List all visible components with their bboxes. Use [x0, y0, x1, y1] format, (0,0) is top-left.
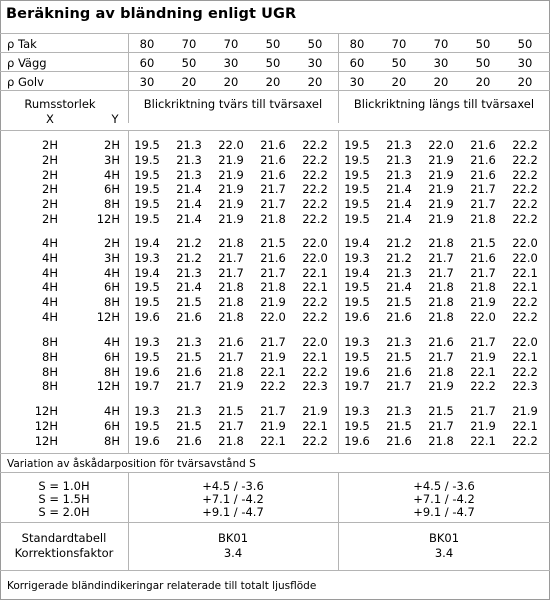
ugr-value-longitudinal: 21.7 — [470, 404, 496, 418]
reflectance-value: 30 — [433, 56, 449, 70]
room-size-label: Rumsstorlek — [24, 97, 96, 111]
ugr-value-transverse: 21.5 — [176, 295, 202, 310]
room-x-value: 8H — [42, 379, 58, 394]
table-divider-line — [0, 52, 550, 53]
ugr-value-transverse: 19.5 — [134, 280, 160, 295]
ugr-value-longitudinal: 22.2 — [470, 379, 496, 394]
ugr-value-longitudinal: 21.7 — [428, 418, 454, 433]
reflectance-label: ρ Tak — [7, 37, 37, 51]
ugr-value-longitudinal: 21.9 — [470, 418, 496, 433]
ugr-value-longitudinal: 21.4 — [386, 212, 412, 226]
room-y-value: 12H — [96, 379, 120, 394]
variation-left-value: +7.1 / -4.2 — [202, 492, 264, 506]
ugr-value-longitudinal: 21.4 — [386, 280, 412, 295]
ugr-value-longitudinal: 19.3 — [344, 335, 370, 349]
reflectance-value: 30 — [307, 56, 323, 70]
reflectance-value: 20 — [307, 75, 323, 89]
ugr-value-transverse: 22.0 — [302, 250, 328, 265]
ugr-value-transverse: 22.0 — [302, 236, 328, 250]
y-label: Y — [111, 112, 119, 126]
reflectance-value: 20 — [391, 75, 407, 89]
ugr-value-transverse: 21.6 — [218, 335, 244, 349]
ugr-value-longitudinal: 21.8 — [428, 236, 454, 250]
ugr-value-longitudinal: 21.8 — [428, 310, 454, 324]
ugr-value-transverse: 21.9 — [218, 167, 244, 182]
ugr-value-transverse: 21.4 — [176, 280, 202, 295]
ugr-value-longitudinal: 22.1 — [470, 364, 496, 379]
ugr-value-transverse: 19.5 — [134, 152, 160, 167]
ugr-value-transverse: 22.2 — [302, 182, 328, 197]
ugr-value-longitudinal: 19.5 — [344, 295, 370, 310]
ugr-value-transverse: 22.2 — [302, 310, 328, 324]
variation-label: Variation av åskådarposition för tvärsavstånd S — [7, 458, 256, 470]
ugr-value-transverse: 21.9 — [260, 349, 286, 364]
room-x-value: 8H — [42, 335, 58, 349]
ugr-value-longitudinal: 21.7 — [470, 197, 496, 212]
ugr-value-transverse: 21.5 — [176, 349, 202, 364]
room-y-value: 4H — [104, 265, 120, 280]
reflectance-value: 30 — [223, 56, 239, 70]
ugr-value-transverse: 21.4 — [176, 197, 202, 212]
ugr-value-transverse: 19.3 — [134, 250, 160, 265]
ugr-value-longitudinal: 21.8 — [470, 212, 496, 226]
room-x-value: 2H — [42, 182, 58, 197]
ugr-value-longitudinal: 21.5 — [386, 295, 412, 310]
variation-right-value: +4.5 / -3.6 — [413, 479, 475, 493]
reflectance-value: 20 — [223, 75, 239, 89]
standard-table-right: BK01 — [428, 531, 460, 545]
ugr-value-longitudinal: 21.3 — [386, 404, 412, 418]
ugr-value-longitudinal: 21.5 — [386, 349, 412, 364]
direction-longitudinal-heading: Blickriktning längs till tvärsaxel — [353, 97, 535, 111]
ugr-value-transverse: 21.5 — [176, 418, 202, 433]
table-divider-line — [0, 570, 550, 571]
ugr-value-transverse: 21.8 — [218, 280, 244, 295]
ugr-value-longitudinal: 19.5 — [344, 349, 370, 364]
ugr-value-longitudinal: 21.8 — [428, 280, 454, 295]
ugr-value-transverse: 21.3 — [176, 335, 202, 349]
direction-transverse-heading: Blickriktning tvärs till tvärsaxel — [143, 97, 323, 111]
reflectance-value: 20 — [433, 75, 449, 89]
room-y-value: 4H — [104, 167, 120, 182]
ugr-value-longitudinal: 21.7 — [470, 335, 496, 349]
ugr-value-longitudinal: 21.6 — [386, 310, 412, 324]
reflectance-value: 50 — [265, 37, 281, 51]
reflectance-value: 70 — [223, 37, 239, 51]
ugr-value-transverse: 21.4 — [176, 182, 202, 197]
ugr-value-transverse: 21.7 — [260, 335, 286, 349]
room-x-value: 8H — [42, 364, 58, 379]
ugr-value-longitudinal: 21.5 — [386, 418, 412, 433]
ugr-value-longitudinal: 22.0 — [512, 236, 538, 250]
reflectance-value: 60 — [139, 56, 155, 70]
variation-right-value: +9.1 / -4.7 — [413, 505, 475, 519]
variation-left-value: +9.1 / -4.7 — [202, 505, 264, 519]
room-x-value: 12H — [34, 433, 58, 448]
reflectance-value: 20 — [181, 75, 197, 89]
ugr-value-longitudinal: 21.9 — [428, 182, 454, 197]
ugr-value-transverse: 21.3 — [176, 152, 202, 167]
room-x-value: 2H — [42, 212, 58, 226]
ugr-value-longitudinal: 19.7 — [344, 379, 370, 394]
ugr-value-transverse: 22.2 — [302, 138, 328, 152]
ugr-value-transverse: 21.8 — [218, 364, 244, 379]
correction-right: 3.4 — [434, 546, 454, 560]
ugr-value-transverse: 21.6 — [260, 138, 286, 152]
ugr-value-longitudinal: 21.7 — [386, 379, 412, 394]
variation-s-label: S = 1.0H — [38, 479, 90, 493]
ugr-value-longitudinal: 22.2 — [512, 295, 538, 310]
reflectance-value: 30 — [139, 75, 155, 89]
ugr-value-transverse: 21.8 — [260, 212, 286, 226]
ugr-value-longitudinal: 22.1 — [512, 418, 538, 433]
ugr-value-transverse: 22.1 — [302, 418, 328, 433]
ugr-value-longitudinal: 21.6 — [470, 250, 496, 265]
ugr-value-transverse: 21.9 — [218, 152, 244, 167]
ugr-value-transverse: 21.4 — [176, 212, 202, 226]
correction-left: 3.4 — [223, 546, 243, 560]
ugr-value-longitudinal: 21.9 — [428, 167, 454, 182]
room-x-value: 4H — [42, 280, 58, 295]
ugr-value-longitudinal: 22.1 — [512, 349, 538, 364]
ugr-value-longitudinal: 21.3 — [386, 152, 412, 167]
room-y-value: 8H — [104, 295, 120, 310]
ugr-value-transverse: 21.9 — [260, 295, 286, 310]
ugr-value-longitudinal: 21.9 — [470, 295, 496, 310]
room-x-value: 4H — [42, 265, 58, 280]
ugr-value-transverse: 19.5 — [134, 138, 160, 152]
ugr-value-longitudinal: 22.3 — [512, 379, 538, 394]
ugr-value-transverse: 19.5 — [134, 182, 160, 197]
ugr-value-longitudinal: 21.6 — [428, 335, 454, 349]
footer-note: Korrigerade bländindikeringar relaterade till totalt ljusflöde — [7, 580, 317, 592]
variation-left-value: +4.5 / -3.6 — [202, 479, 264, 493]
ugr-value-transverse: 22.1 — [302, 349, 328, 364]
ugr-value-longitudinal: 21.9 — [512, 404, 538, 418]
room-x-value: 2H — [42, 197, 58, 212]
page-title: Beräkning av bländning enligt UGR — [6, 6, 297, 22]
ugr-value-longitudinal: 21.9 — [428, 379, 454, 394]
room-y-value: 2H — [104, 138, 120, 152]
ugr-value-transverse: 21.3 — [176, 404, 202, 418]
ugr-value-transverse: 22.1 — [260, 433, 286, 448]
ugr-value-longitudinal: 21.9 — [428, 152, 454, 167]
room-x-value: 8H — [42, 349, 58, 364]
ugr-value-transverse: 21.5 — [218, 404, 244, 418]
ugr-value-longitudinal: 22.2 — [512, 152, 538, 167]
ugr-value-transverse: 21.6 — [260, 250, 286, 265]
ugr-value-longitudinal: 22.0 — [470, 310, 496, 324]
standard-table-label: Standardtabell — [21, 531, 107, 545]
ugr-value-transverse: 22.3 — [302, 379, 328, 394]
table-divider-line — [0, 472, 550, 473]
ugr-value-transverse: 21.7 — [260, 265, 286, 280]
ugr-value-longitudinal: 22.2 — [512, 433, 538, 448]
ugr-value-longitudinal: 21.9 — [470, 349, 496, 364]
ugr-value-longitudinal: 22.0 — [512, 250, 538, 265]
room-x-value: 4H — [42, 236, 58, 250]
ugr-value-transverse: 22.0 — [260, 310, 286, 324]
ugr-value-transverse: 22.2 — [302, 212, 328, 226]
ugr-value-longitudinal: 19.5 — [344, 182, 370, 197]
variation-s-label: S = 1.5H — [38, 492, 90, 506]
ugr-value-longitudinal: 19.5 — [344, 212, 370, 226]
reflectance-label: ρ Golv — [7, 75, 44, 89]
room-y-value: 12H — [96, 310, 120, 324]
ugr-value-transverse: 21.7 — [218, 418, 244, 433]
ugr-value-longitudinal: 21.2 — [386, 250, 412, 265]
ugr-value-longitudinal: 22.1 — [470, 433, 496, 448]
ugr-value-longitudinal: 21.6 — [386, 364, 412, 379]
ugr-value-transverse: 21.3 — [176, 167, 202, 182]
ugr-value-transverse: 21.7 — [218, 250, 244, 265]
ugr-value-longitudinal: 22.2 — [512, 182, 538, 197]
ugr-value-longitudinal: 21.6 — [470, 152, 496, 167]
table-column-divider — [128, 130, 129, 453]
room-x-value: 2H — [42, 138, 58, 152]
reflectance-value: 50 — [475, 37, 491, 51]
ugr-value-transverse: 22.2 — [302, 433, 328, 448]
ugr-value-transverse: 22.2 — [302, 364, 328, 379]
reflectance-value: 60 — [349, 56, 365, 70]
ugr-value-longitudinal: 22.2 — [512, 138, 538, 152]
reflectance-value: 50 — [307, 37, 323, 51]
ugr-value-longitudinal: 21.3 — [386, 265, 412, 280]
ugr-value-transverse: 19.5 — [134, 197, 160, 212]
ugr-value-longitudinal: 22.1 — [512, 265, 538, 280]
ugr-value-transverse: 21.7 — [176, 379, 202, 394]
ugr-value-transverse: 21.9 — [218, 197, 244, 212]
ugr-value-transverse: 22.1 — [302, 280, 328, 295]
ugr-value-transverse: 19.5 — [134, 167, 160, 182]
ugr-value-transverse: 21.2 — [176, 236, 202, 250]
ugr-value-transverse: 21.9 — [218, 212, 244, 226]
reflectance-value: 50 — [391, 56, 407, 70]
room-y-value: 6H — [104, 280, 120, 295]
room-y-value: 6H — [104, 418, 120, 433]
ugr-value-transverse: 22.1 — [302, 265, 328, 280]
ugr-value-longitudinal: 21.5 — [428, 404, 454, 418]
room-y-value: 8H — [104, 364, 120, 379]
ugr-value-transverse: 21.6 — [260, 152, 286, 167]
ugr-value-transverse: 21.3 — [176, 265, 202, 280]
reflectance-value: 70 — [391, 37, 407, 51]
ugr-value-transverse: 19.6 — [134, 310, 160, 324]
ugr-value-longitudinal: 19.3 — [344, 250, 370, 265]
x-label: X — [46, 112, 54, 126]
ugr-value-transverse: 21.7 — [218, 349, 244, 364]
ugr-value-longitudinal: 19.5 — [344, 197, 370, 212]
ugr-value-longitudinal: 19.5 — [344, 167, 370, 182]
ugr-value-longitudinal: 19.4 — [344, 265, 370, 280]
reflectance-value: 30 — [517, 56, 533, 70]
ugr-value-transverse: 21.5 — [260, 236, 286, 250]
ugr-value-longitudinal: 19.5 — [344, 418, 370, 433]
reflectance-value: 70 — [181, 37, 197, 51]
ugr-value-transverse: 19.6 — [134, 364, 160, 379]
ugr-value-transverse: 21.7 — [260, 197, 286, 212]
ugr-value-transverse: 21.6 — [260, 167, 286, 182]
ugr-value-transverse: 22.2 — [302, 197, 328, 212]
ugr-value-longitudinal: 19.5 — [344, 152, 370, 167]
ugr-value-longitudinal: 21.8 — [428, 295, 454, 310]
reflectance-value: 80 — [139, 37, 155, 51]
ugr-value-longitudinal: 21.8 — [428, 433, 454, 448]
ugr-value-longitudinal: 22.2 — [512, 212, 538, 226]
ugr-value-transverse: 22.0 — [218, 138, 244, 152]
ugr-value-longitudinal: 21.8 — [428, 364, 454, 379]
ugr-value-longitudinal: 19.6 — [344, 364, 370, 379]
table-divider-line — [0, 33, 550, 34]
ugr-value-transverse: 21.8 — [218, 310, 244, 324]
ugr-value-longitudinal: 21.4 — [386, 197, 412, 212]
ugr-value-transverse: 19.7 — [134, 379, 160, 394]
ugr-value-transverse: 19.3 — [134, 404, 160, 418]
ugr-value-transverse: 21.7 — [260, 182, 286, 197]
room-y-value: 2H — [104, 236, 120, 250]
ugr-value-longitudinal: 21.4 — [386, 182, 412, 197]
ugr-value-longitudinal: 21.2 — [386, 236, 412, 250]
ugr-value-longitudinal: 19.6 — [344, 433, 370, 448]
ugr-value-transverse: 22.2 — [302, 167, 328, 182]
ugr-value-longitudinal: 21.7 — [470, 182, 496, 197]
ugr-value-transverse: 19.4 — [134, 236, 160, 250]
room-x-value: 12H — [34, 418, 58, 433]
table-column-divider — [338, 130, 339, 453]
ugr-value-longitudinal: 21.8 — [470, 280, 496, 295]
ugr-value-transverse: 19.6 — [134, 433, 160, 448]
ugr-value-longitudinal: 19.5 — [344, 280, 370, 295]
variation-right-value: +7.1 / -4.2 — [413, 492, 475, 506]
ugr-value-longitudinal: 22.2 — [512, 197, 538, 212]
room-y-value: 3H — [104, 152, 120, 167]
ugr-value-transverse: 21.9 — [260, 418, 286, 433]
room-x-value: 2H — [42, 167, 58, 182]
ugr-value-longitudinal: 21.3 — [386, 335, 412, 349]
reflectance-label: ρ Vägg — [7, 56, 47, 70]
reflectance-value: 20 — [265, 75, 281, 89]
ugr-value-transverse: 22.2 — [302, 295, 328, 310]
ugr-value-transverse: 21.7 — [218, 265, 244, 280]
ugr-value-transverse: 21.8 — [218, 295, 244, 310]
ugr-value-transverse: 21.8 — [260, 280, 286, 295]
ugr-value-longitudinal: 21.6 — [470, 167, 496, 182]
ugr-value-longitudinal: 22.1 — [512, 280, 538, 295]
ugr-value-transverse: 21.9 — [302, 404, 328, 418]
ugr-value-longitudinal: 21.7 — [428, 265, 454, 280]
ugr-value-longitudinal: 22.2 — [512, 310, 538, 324]
ugr-value-transverse: 19.3 — [134, 335, 160, 349]
room-y-value: 8H — [104, 433, 120, 448]
standard-table-left: BK01 — [217, 531, 249, 545]
ugr-value-transverse: 22.2 — [302, 152, 328, 167]
ugr-value-longitudinal: 22.2 — [512, 167, 538, 182]
room-y-value: 3H — [104, 250, 120, 265]
reflectance-value: 50 — [181, 56, 197, 70]
ugr-value-longitudinal: 19.3 — [344, 404, 370, 418]
reflectance-value: 80 — [349, 37, 365, 51]
ugr-value-transverse: 21.6 — [176, 433, 202, 448]
ugr-value-longitudinal: 21.6 — [470, 138, 496, 152]
ugr-value-longitudinal: 21.5 — [470, 236, 496, 250]
reflectance-value: 20 — [517, 75, 533, 89]
ugr-value-longitudinal: 21.7 — [428, 250, 454, 265]
ugr-value-transverse: 21.9 — [218, 182, 244, 197]
ugr-value-longitudinal: 21.3 — [386, 167, 412, 182]
room-y-value: 4H — [104, 335, 120, 349]
ugr-value-longitudinal: 22.0 — [512, 335, 538, 349]
ugr-value-transverse: 19.5 — [134, 349, 160, 364]
ugr-value-transverse: 21.2 — [176, 250, 202, 265]
ugr-value-transverse: 19.5 — [134, 418, 160, 433]
ugr-value-transverse: 19.5 — [134, 212, 160, 226]
ugr-value-longitudinal: 21.6 — [386, 433, 412, 448]
ugr-value-transverse: 21.6 — [176, 364, 202, 379]
ugr-value-longitudinal: 22.0 — [428, 138, 454, 152]
ugr-value-transverse: 21.3 — [176, 138, 202, 152]
ugr-value-transverse: 22.2 — [260, 379, 286, 394]
room-y-value: 6H — [104, 349, 120, 364]
ugr-value-longitudinal: 21.7 — [428, 349, 454, 364]
ugr-value-longitudinal: 19.4 — [344, 236, 370, 250]
table-divider-line — [0, 130, 550, 131]
ugr-value-longitudinal: 21.7 — [470, 265, 496, 280]
ugr-value-longitudinal: 19.6 — [344, 310, 370, 324]
room-x-value: 4H — [42, 250, 58, 265]
room-y-value: 12H — [96, 212, 120, 226]
ugr-value-transverse: 21.8 — [218, 433, 244, 448]
table-divider-line — [0, 453, 550, 454]
room-x-value: 2H — [42, 152, 58, 167]
reflectance-value: 50 — [517, 37, 533, 51]
reflectance-value: 30 — [349, 75, 365, 89]
ugr-value-transverse: 21.6 — [176, 310, 202, 324]
ugr-value-transverse: 22.1 — [260, 364, 286, 379]
ugr-value-transverse: 22.0 — [302, 335, 328, 349]
table-divider-line — [0, 522, 550, 523]
room-y-value: 6H — [104, 182, 120, 197]
reflectance-value: 20 — [475, 75, 491, 89]
variation-s-label: S = 2.0H — [38, 505, 90, 519]
ugr-value-longitudinal: 21.9 — [428, 197, 454, 212]
ugr-value-longitudinal: 21.9 — [428, 212, 454, 226]
room-x-value: 12H — [34, 404, 58, 418]
room-x-value: 4H — [42, 295, 58, 310]
room-y-value: 4H — [104, 404, 120, 418]
ugr-value-longitudinal: 19.5 — [344, 138, 370, 152]
reflectance-value: 50 — [265, 56, 281, 70]
ugr-value-transverse: 21.9 — [218, 379, 244, 394]
ugr-value-transverse: 19.4 — [134, 265, 160, 280]
ugr-value-transverse: 21.8 — [218, 236, 244, 250]
table-divider-line — [0, 71, 550, 72]
ugr-value-transverse: 19.5 — [134, 295, 160, 310]
ugr-value-longitudinal: 21.3 — [386, 138, 412, 152]
correction-factor-label: Korrektionsfaktor — [14, 546, 114, 560]
ugr-value-transverse: 21.7 — [260, 404, 286, 418]
room-y-value: 8H — [104, 197, 120, 212]
room-x-value: 4H — [42, 310, 58, 324]
table-divider-line — [0, 90, 550, 91]
reflectance-value: 70 — [433, 37, 449, 51]
ugr-value-longitudinal: 22.2 — [512, 364, 538, 379]
reflectance-value: 50 — [475, 56, 491, 70]
